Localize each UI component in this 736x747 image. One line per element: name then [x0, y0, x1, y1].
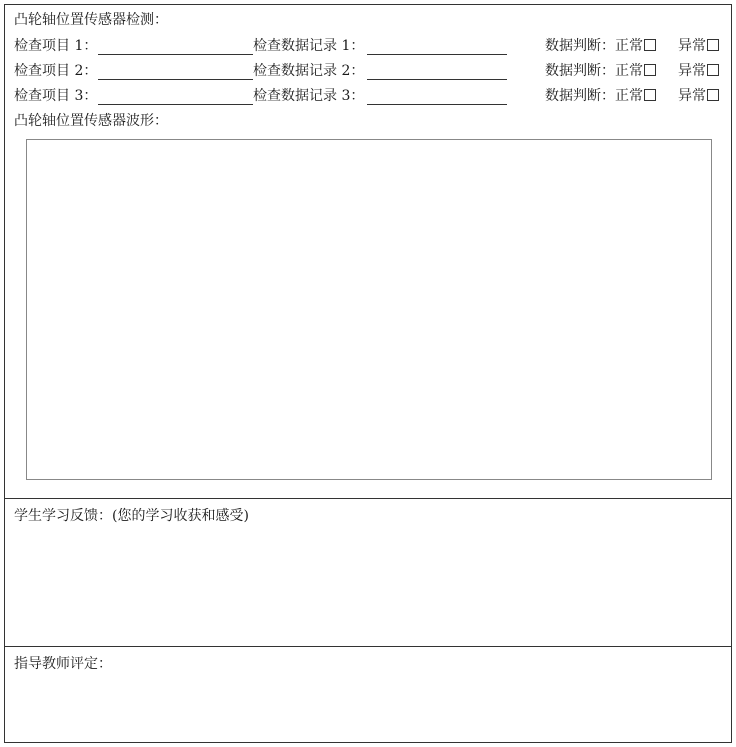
judge-abnormal-label-3: 异常	[678, 88, 706, 104]
judge-normal-label-3: 数据判断：正常	[545, 88, 643, 104]
normal-checkbox-1[interactable]	[644, 39, 656, 51]
data-judge-1	[545, 37, 656, 55]
abnormal-checkbox-1[interactable]	[707, 39, 719, 51]
judge-normal-label-2: 数据判断：正常	[545, 63, 643, 79]
feedback-section[interactable]	[5, 498, 731, 646]
check-item-1-blank[interactable]	[98, 54, 253, 55]
evaluation-section[interactable]	[5, 646, 731, 742]
check-item-2-blank[interactable]	[98, 79, 253, 80]
normal-checkbox-2[interactable]	[644, 64, 656, 76]
evaluation-label: 指导教师评定：	[14, 656, 112, 672]
normal-checkbox-3[interactable]	[644, 89, 656, 101]
data-abnormal-3	[678, 87, 719, 105]
data-record-1-blank[interactable]	[367, 54, 507, 55]
detection-section	[5, 5, 731, 498]
data-abnormal-2	[678, 62, 719, 80]
detection-title: 凸轮轴位置传感器检测：	[14, 12, 168, 28]
judge-abnormal-label-1: 异常	[678, 38, 706, 54]
check-item-3-blank[interactable]	[98, 104, 253, 105]
data-abnormal-1	[678, 37, 719, 55]
data-judge-2	[545, 62, 656, 80]
judge-normal-label-1: 数据判断：正常	[545, 38, 643, 54]
check-item-3-label: 检查项目 3：	[14, 88, 98, 104]
check-item-1-label: 检查项目 1：	[14, 38, 98, 54]
judge-abnormal-label-2: 异常	[678, 63, 706, 79]
abnormal-checkbox-2[interactable]	[707, 64, 719, 76]
feedback-label: 学生学习反馈：(您的学习收获和感受)	[14, 508, 249, 524]
waveform-drawing-area[interactable]	[26, 139, 712, 480]
data-record-3-blank[interactable]	[367, 104, 507, 105]
data-record-3-label: 检查数据记录 3：	[253, 88, 365, 104]
abnormal-checkbox-3[interactable]	[707, 89, 719, 101]
check-item-2-label: 检查项目 2：	[14, 63, 98, 79]
waveform-label: 凸轮轴位置传感器波形：	[14, 113, 168, 129]
worksheet-table	[4, 4, 732, 743]
data-judge-3	[545, 87, 656, 105]
data-record-1-label: 检查数据记录 1：	[253, 38, 365, 54]
data-record-2-blank[interactable]	[367, 79, 507, 80]
data-record-2-label: 检查数据记录 2：	[253, 63, 365, 79]
